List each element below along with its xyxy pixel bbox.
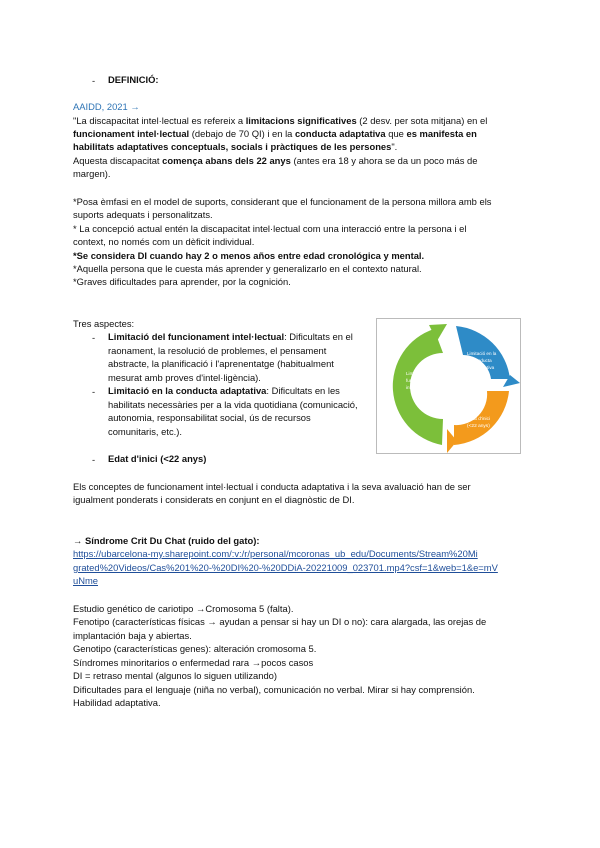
definition-line-2: funcionament intel·lectual (debajo de 70 QI) i en la conducta adaptativa que es manifesta en bbox=[73, 128, 477, 139]
video-link-line-1[interactable]: https://ubarcelona-my.sharepoint.com/:v:/r/personal/mcoronas_ub_edu/Documents/Stream%20Mi bbox=[73, 548, 478, 559]
label-bottom-1: Edat d'inici bbox=[467, 417, 491, 422]
aspects-cycle-diagram bbox=[376, 318, 521, 454]
label-right-2: conducta bbox=[473, 358, 492, 363]
bullet-dash: - bbox=[92, 454, 96, 465]
aspect-2-line-4: comunitaris, etc.). bbox=[108, 426, 182, 437]
label-right-1: Limitació en la bbox=[467, 351, 497, 356]
bullet-dash: - bbox=[92, 386, 96, 397]
definition-line-1: "La discapacitat intel·lectual es refereix a limitacions significatives (2 desv. per sota mitjana) en el bbox=[73, 115, 488, 126]
bullet-dash: - bbox=[92, 75, 96, 86]
label-left-1: Limitació del bbox=[406, 371, 432, 376]
note-learning: *Aquella persona que le cuesta más aprender y generalizarlo en el contexto natural. bbox=[73, 263, 422, 274]
concepts-line-1: Els conceptes de funcionament intel·lectual i conducta adaptativa i la seva avaluació han de ser bbox=[73, 481, 471, 492]
note-supports-2: suports adequats i personalitzats. bbox=[73, 209, 213, 220]
label-left-3: intel·lectual bbox=[406, 385, 430, 390]
label-right-3: adaptativa bbox=[473, 365, 495, 370]
aspect-1-line-1: Limitació del funcionament intel·lectual: Dificultats en el bbox=[108, 331, 353, 342]
aspect-2-line-3: autonomia, responsabilitat social, ús de recursos bbox=[108, 412, 311, 423]
concepts-line-2: igualment ponderats i considerats en conjunt en el diagnòstic de DI. bbox=[73, 494, 355, 505]
label-left-2: funcionament bbox=[406, 378, 434, 383]
label-bottom-2: (<22 anys) bbox=[467, 424, 490, 429]
detail-karyotype: Estudio genético de cariotipo →Cromosoma 5 (falta). bbox=[73, 603, 294, 614]
detail-rare: Síndromes minoritarios o enfermedad rara →pocos casos bbox=[73, 657, 314, 668]
note-supports-1: *Posa èmfasi en el model de suports, considerant que el funcionament de la persona millora amb els bbox=[73, 196, 492, 207]
note-concept-2: context, no només com un dèficit individual. bbox=[73, 236, 255, 247]
detail-phenotype-1: Fenotipo (características físicas → ayudan a pensar si hay un DI o no): cara alargada, las orejas de bbox=[73, 616, 487, 627]
detail-retardation: DI = retraso mental (algunos lo siguen utilizando) bbox=[73, 670, 278, 681]
aspect-2-line-1: Limitació en la conducta adaptativa: Dificultats en les bbox=[108, 385, 340, 396]
aspect-1-line-3: abstracte, la planificació i l'aprenentatge (habitualment bbox=[108, 358, 334, 369]
detail-phenotype-2: implantación baja y abiertas. bbox=[73, 630, 192, 641]
aspects-intro: Tres aspectes: bbox=[73, 318, 135, 329]
aspect-3: Edat d'inici (<22 anys) bbox=[108, 453, 207, 464]
aspect-1-line-2: raonament, la resolució de problemes, el pensament bbox=[108, 345, 327, 356]
note-difficulties: *Graves dificultades para aprender, por la cognición. bbox=[73, 276, 291, 287]
aspect-1-line-4: mesurat amb proves d'intel·ligència). bbox=[108, 372, 261, 383]
note-concept-1: * La concepció actual entén la discapacitat intel·lectual com una interacció entre la persona i el bbox=[73, 223, 467, 234]
syndrome-title: → Síndrome Crit Du Chat (ruido del gato): bbox=[73, 535, 260, 546]
definition-line-5: margen). bbox=[73, 168, 111, 179]
video-link-line-2[interactable]: grated%20Videos/Cas%201%20-%20DI%20-%20DDiA-20221009_023701.mp4?csf=1&web=1&e=mV bbox=[73, 562, 498, 573]
aaidd-reference: AAIDD, 2021 → bbox=[73, 101, 140, 112]
detail-genotype: Genotipo (características genes): alteración cromosoma 5. bbox=[73, 643, 317, 654]
aspect-2-line-2: habilitats necessàries per a la vida quotidiana (comunicació, bbox=[108, 399, 358, 410]
video-link-line-3[interactable]: uNme bbox=[73, 575, 99, 586]
bullet-dash: - bbox=[92, 332, 96, 343]
definition-line-4: Aquesta discapacitat comença abans dels 22 anys (antes era 18 y ahora se da un poco más de bbox=[73, 155, 478, 166]
cycle-svg bbox=[377, 319, 520, 453]
note-di-criteria: *Se considera DI cuando hay 2 o menos años entre edad cronológica y mental. bbox=[73, 250, 425, 261]
definition-line-3: habilitats adaptatives conceptuals, socials i pràctiques de les persones". bbox=[73, 141, 398, 152]
section-heading: DEFINICIÓ: bbox=[108, 74, 159, 85]
detail-language: Dificultades para el lenguaje (niña no verbal), comunicación no verbal. Mirar si hay comprensión. bbox=[73, 684, 475, 695]
detail-adaptive: Habilidad adaptativa. bbox=[73, 697, 161, 708]
